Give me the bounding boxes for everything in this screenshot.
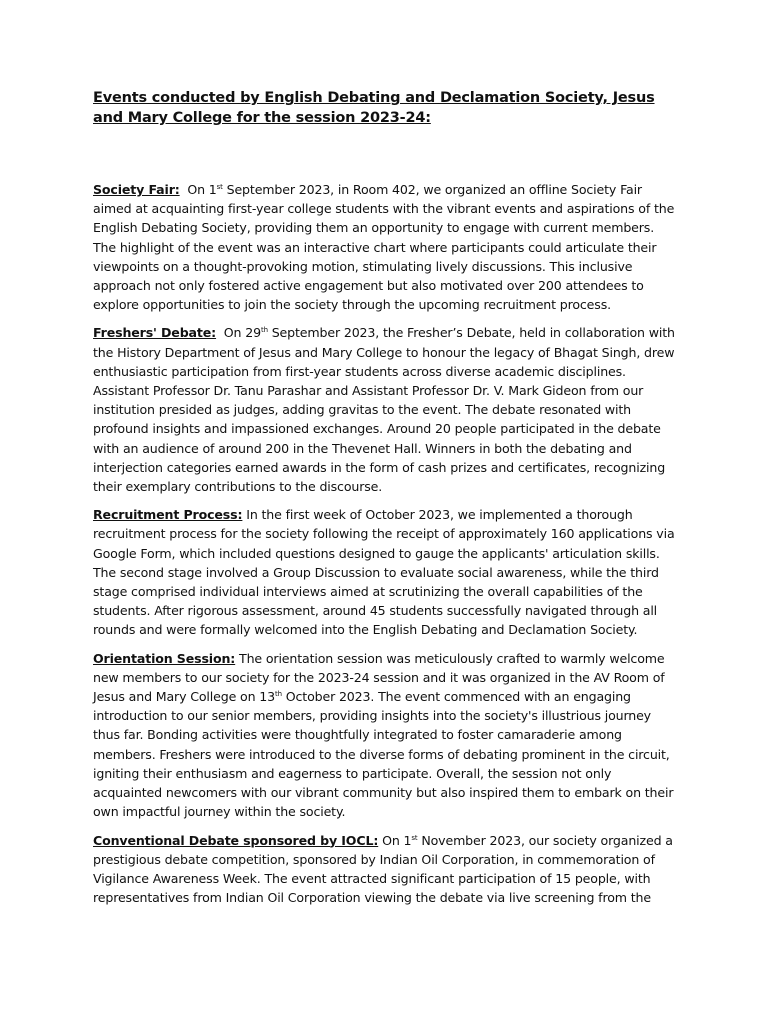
section-heading: Society Fair: — [93, 182, 180, 197]
section-recruitment-process — [93, 505, 678, 639]
ordinal-suffix: th — [260, 326, 268, 335]
section-heading: Orientation Session: — [93, 650, 236, 666]
section-text: The orientation session was meticulously crafted to warmly welcome new members to our society for the 2023-24 session and it was organized in the AV Room of Jesus and Mary College on 13 — [93, 650, 665, 705]
section-conventional-debate — [93, 831, 678, 908]
ordinal-suffix: st — [411, 833, 418, 842]
document-page — [93, 88, 678, 916]
section-text: October 2023. The event commenced with an engaging introduction to our senior members, providing insights into the society's illustrious journey thus far. Bonding activities were thoughtfully integrated to foster camaraderie among members. Freshers were introduced to the diverse forms of debating prominent in the circuit, igniting their enthusiasm and eagerness to participate. Overall, the session not only acquainted newcomers with our vibrant community but also inspired them to embark on their own impactful journey within the society. — [93, 689, 674, 820]
ordinal-suffix: th — [275, 689, 282, 698]
page-title: Events conducted by English Debating and Declamation Society, Jesus and Mary College for the session 2023-24: — [93, 90, 655, 126]
section-text: On 1 — [187, 182, 217, 197]
section-society-fair — [93, 180, 678, 314]
section-text: September 2023, the Fresher’s Debate, held in collaboration with the History Department of Jesus and Mary College to honour the legacy of Bhagat Singh, drew enthusiastic participation from first-year students across diverse academic disciplines. Assistant Professor Dr. Tanu Parashar and Assistant Professor Dr. V. Mark Gideon from our institution presided as judges, adding gravitas to the event. The debate resonated with profound insights and impassioned exchanges. Around 20 people participated in the debate with an audience of around 200 in the Thevenet Hall. Winners in both the debating and interjection categories earned awards in the form of cash prizes and certificates, recognizing their exemplary contributions to the discourse. — [93, 325, 675, 495]
section-heading: Conventional Debate sponsored by IOCL: — [93, 832, 379, 848]
section-freshers-debate — [93, 323, 678, 496]
section-text: In the first week of October 2023, we implemented a thorough recruitment process for the society following the receipt of approximately 160 applications via Google Form, which included questions designed to gauge the applicants' articulation skills. The second stage involved a Group Discussion to evaluate social awareness, while the third stage comprised individual interviews aimed at scrutinizing the overall capabilities of the students. After rigorous assessment, around 45 students successfully navigated through all rounds and were formally welcomed into the English Debating and Declamation Society. — [93, 507, 675, 638]
section-text: September 2023, in Room 402, we organized an offline Society Fair aimed at acquainting first-year college students with the vibrant events and aspirations of the English Debating Society, providing them an opportunity to engage with current members. The highlight of the event was an interactive chart where participants could articulate their viewpoints on a thought-provoking motion, stimulating lively discussions. This inclusive approach not only fostered active engagement but also motivated over 200 attendees to explore opportunities to join the society through the upcoming recruitment process. — [93, 182, 675, 313]
section-heading: Recruitment Process: — [93, 507, 243, 523]
section-text: On 1 — [382, 832, 412, 848]
section-text: November 2023, our society organized a prestigious debate competition, sponsored by Indian Oil Corporation, in commemoration of Vigilance Awareness Week. The event attracted significant participation of 15 people, with representatives from Indian Oil Corporation viewing the debate via live screening from the — [93, 832, 673, 906]
section-orientation-session — [93, 649, 678, 822]
section-text: On 29 — [223, 325, 261, 341]
ordinal-suffix: st — [216, 182, 223, 191]
section-heading: Freshers' Debate: — [93, 325, 217, 341]
